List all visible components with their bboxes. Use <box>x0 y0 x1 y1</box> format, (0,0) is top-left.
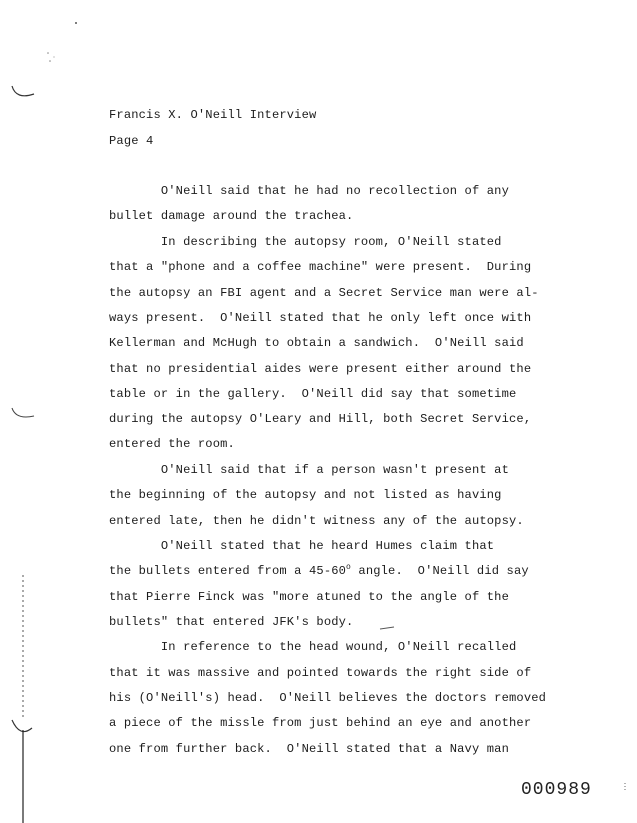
body-line: O'Neill said that if a person wasn't present at <box>109 463 510 477</box>
body-line: bullet damage around the trachea. <box>109 209 354 223</box>
body-line: bullets" that entered JFK's body. <box>109 615 354 629</box>
body-line: that no presidential aides were present either around the <box>109 362 532 376</box>
body-line: entered late, then he didn't witness any of the autopsy. <box>109 514 524 528</box>
body-line: Kellerman and McHugh to obtain a sandwich. O'Neill said <box>109 336 524 350</box>
body-line: during the autopsy O'Leary and Hill, both Secret Service, <box>109 412 532 426</box>
body-line: that Pierre Finck was "more atuned to the angle of the <box>109 590 510 604</box>
body-line: table or in the gallery. O'Neill did say that sometime <box>109 387 517 401</box>
body-line: ways present. O'Neill stated that he only left once with <box>109 311 532 325</box>
body-line: O'Neill stated that he heard Humes claim that <box>109 539 495 553</box>
body-line: the autopsy an FBI agent and a Secret Service man were al- <box>109 286 539 300</box>
degree-superscript: o <box>346 563 351 572</box>
body-line: that it was massive and pointed towards the right side of <box>109 666 532 680</box>
binding-edge-line <box>6 560 36 823</box>
body-line: his (O'Neill's) head. O'Neill believes the doctors removed <box>109 691 547 705</box>
punch-hole-mark-middle <box>8 404 38 424</box>
body-line: that a "phone and a coffee machine" were present. During <box>109 260 532 274</box>
body-line: the bullets entered from a 45-60$^o$ angle. O'Neill did say <box>109 563 529 578</box>
body-line: In reference to the head wound, O'Neill recalled <box>109 640 517 654</box>
scan-specks <box>40 15 80 75</box>
body-line: entered the room. <box>109 437 235 451</box>
page-label: Page 4 <box>109 134 154 148</box>
body-line: In describing the autopsy room, O'Neill stated <box>109 235 502 249</box>
body-line: O'Neill said that he had no recollection of any <box>109 184 510 198</box>
edge-speck <box>622 782 630 794</box>
body-line: the beginning of the autopsy and not listed as having <box>109 488 502 502</box>
body-line: one from further back. O'Neill stated that a Navy man <box>109 742 510 756</box>
body-line: a piece of the missle from just behind an eye and another <box>109 716 532 730</box>
punch-hole-mark-top <box>8 82 38 102</box>
ink-smudge <box>378 624 398 632</box>
document-title: Francis X. O'Neill Interview <box>109 108 317 122</box>
document-number-stamp: 000989 <box>521 780 592 800</box>
